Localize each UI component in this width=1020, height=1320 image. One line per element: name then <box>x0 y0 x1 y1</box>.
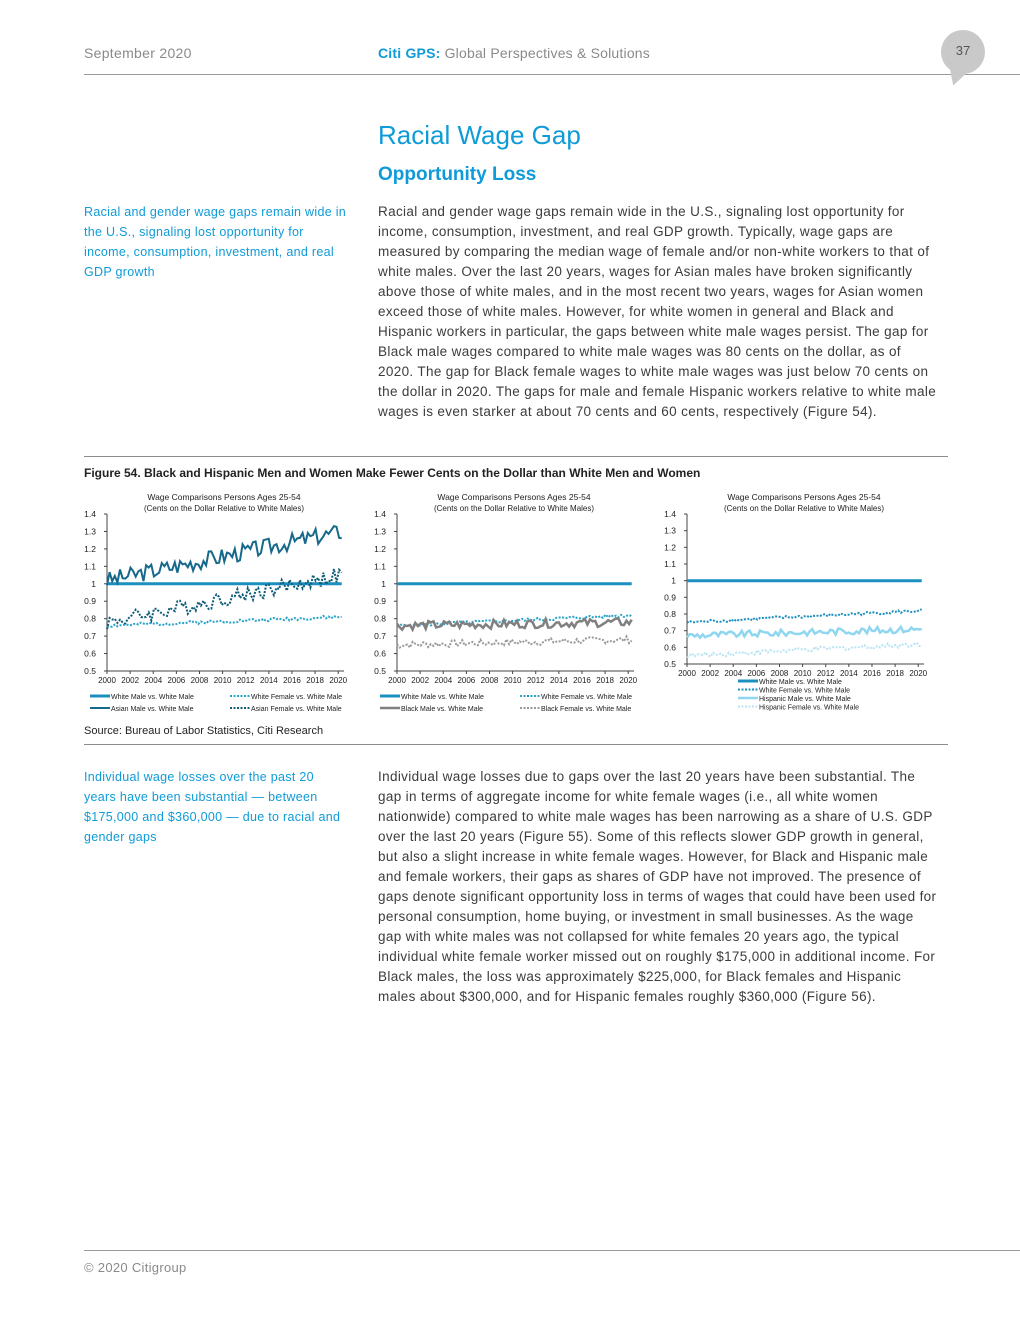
chart-black <box>372 488 657 720</box>
series-line-2 <box>397 618 632 629</box>
y-tick-label: 1.2 <box>84 543 96 554</box>
paragraph-1: Racial and gender wage gaps remain wide in the U.S., signaling lost opportunity for income, consumption, investment, and real GDP growth. Typically, wage gaps are measured by comparing the median wage of female and/or non-white workers to that of white males. Over the last 20 years, wages for Asian males have broken significantly above those of white males, and in the most recent two years, wages for Asian women exceed those of white males. However, for white women in general and Black and Hispanic workers in particular, the gaps between white male wages persist. The gap for Black male wages compared to white male wages was 80 cents on the dollar, as of 2020. The gap for Black female wages to white male wages was just below 70 cents on the dollar in 2020. The gaps for male and female Hispanic workers relative to white male wages is even starker at about 70 cents and 60 cents, respectively (Figure 54). <box>378 204 937 419</box>
series-line-3 <box>687 643 922 658</box>
header-date: September 2020 <box>84 45 192 61</box>
chart-hispanic <box>662 488 947 720</box>
figure-top-rule <box>84 456 948 457</box>
chart-title: Wage Comparisons Persons Ages 25-54 <box>147 492 301 502</box>
y-tick-label: 1.4 <box>84 509 96 519</box>
y-tick-label: 1.2 <box>374 543 386 554</box>
x-tick-label: 2014 <box>839 669 858 678</box>
x-tick-label: 2006 <box>747 669 766 678</box>
x-tick-label: 2002 <box>121 676 140 685</box>
x-tick-label: 2002 <box>701 669 720 678</box>
y-tick-label: 0.6 <box>374 648 386 659</box>
y-tick-label: 0.9 <box>374 596 386 607</box>
chart-subtitle: (Cents on the Dollar Relative to White Males) <box>433 504 595 513</box>
y-tick-label: 0.9 <box>664 592 676 603</box>
series-line-1 <box>687 609 922 622</box>
legend-label: White Male vs. White Male <box>401 694 484 701</box>
x-tick-label: 2000 <box>678 669 696 678</box>
y-tick-label: 0.8 <box>374 613 386 624</box>
x-tick-label: 2006 <box>167 676 186 685</box>
series-line-2 <box>687 627 922 638</box>
x-tick-label: 2000 <box>98 676 116 685</box>
y-tick-label: 0.7 <box>664 625 676 636</box>
y-tick-label: 0.5 <box>374 666 386 676</box>
x-tick-label: 2016 <box>573 676 591 685</box>
legend-label: White Male vs. White Male <box>111 694 194 701</box>
chart-hispanic-svg <box>662 488 947 720</box>
side-note-1: Racial and gender wage gaps remain wide in the U.S., signaling lost opportunity for income, consumption, investment, and real GDP growth <box>84 205 347 279</box>
header-divider <box>84 74 1020 75</box>
x-tick-label: 2020 <box>329 676 348 685</box>
x-tick-label: 2004 <box>434 676 453 685</box>
x-tick-label: 2012 <box>816 669 835 678</box>
y-tick-label: 0.6 <box>84 648 96 659</box>
side-note-2: Individual wage losses over the past 20 years have been substantial — between $175,000 and $360,000 — due to racial and gender gaps <box>84 770 341 844</box>
figure-source: Source: Bureau of Labor Statistics, Citi Research <box>84 725 324 737</box>
chart-subtitle: (Cents on the Dollar Relative to White Males) <box>143 504 305 513</box>
y-tick-label: 0.8 <box>84 613 96 624</box>
y-tick-label: 1.4 <box>374 509 386 519</box>
chart-subtitle: (Cents on the Dollar Relative to White Males) <box>723 504 885 513</box>
y-tick-label: 1.1 <box>664 559 676 569</box>
x-tick-label: 2002 <box>411 676 430 685</box>
header-brand: Citi GPS: <box>378 45 441 61</box>
x-tick-label: 2008 <box>770 669 789 678</box>
y-tick-label: 0.7 <box>84 631 96 642</box>
y-tick-label: 1 <box>91 578 96 589</box>
y-tick-label: 0.7 <box>374 631 386 642</box>
x-tick-label: 2010 <box>503 676 522 685</box>
chart-title: Wage Comparisons Persons Ages 25-54 <box>727 492 881 502</box>
x-tick-label: 2000 <box>388 676 406 685</box>
x-tick-label: 2018 <box>596 676 614 685</box>
section-title: Racial Wage Gap <box>378 120 581 150</box>
legend-label: White Male vs. White Male <box>759 679 842 686</box>
x-tick-label: 2010 <box>213 676 232 685</box>
series-line-3 <box>397 637 632 648</box>
y-tick-label: 1 <box>381 578 386 589</box>
x-tick-label: 2014 <box>259 676 278 685</box>
figure-title: Figure 54. Black and Hispanic Men and Women Make Fewer Cents on the Dollar than White Men and Women <box>84 466 701 480</box>
paragraph-2: Individual wage losses due to gaps over the last 20 years have been substantial. The gap in terms of aggregate income for white female wages (i.e., all white women nationwide) compared to white male wages has been narrowing as a share of U.S. GDP over the last 20 years (Figure 55). Some of this reflects slower GDP growth in general, but also a slight increase in white female wages. However, for Black and Hispanic male and female workers, their gaps as shares of GDP have not improved. The presence of gaps denote significant opportunity loss in terms of wages that could have been used for personal consumption, home buying, or investment in small businesses. As the wage gap with white males was not collapsed for white females 20 years ago, the typical individual white female worker missed out on roughly $175,000 in additional income. For Black males, the loss was approximately $225,000, for Black females and Hispanic males about $300,000, and for Hispanic females roughly $360,000 (Figure 56). <box>378 769 937 1004</box>
x-tick-label: 2006 <box>457 676 476 685</box>
legend-label: Asian Male vs. White Male <box>111 706 194 713</box>
chart-title: Wage Comparisons Persons Ages 25-54 <box>437 492 591 502</box>
chart-asian-svg <box>82 488 367 720</box>
chart-asian <box>82 488 367 720</box>
header-publication <box>378 45 650 61</box>
page-number-badge: 37 <box>941 30 985 74</box>
y-tick-label: 0.8 <box>664 609 676 619</box>
x-tick-label: 2016 <box>863 669 881 678</box>
x-tick-label: 2016 <box>283 676 301 685</box>
series-line-2 <box>107 526 342 585</box>
y-tick-label: 0.9 <box>84 596 96 607</box>
x-tick-label: 2008 <box>190 676 209 685</box>
legend-label: Hispanic Female vs. White Male <box>759 704 859 712</box>
y-tick-label: 1 <box>671 575 676 586</box>
y-tick-label: 0.6 <box>664 642 676 653</box>
x-tick-label: 2004 <box>144 676 163 685</box>
x-tick-label: 2008 <box>480 676 499 685</box>
footer-copyright: © 2020 Citigroup <box>84 1260 187 1275</box>
legend-label: Black Female vs. White Male <box>541 706 632 713</box>
x-tick-label: 2012 <box>236 676 255 685</box>
x-tick-label: 2018 <box>886 669 904 678</box>
section-subtitle: Opportunity Loss <box>378 164 537 185</box>
x-tick-label: 2004 <box>724 669 743 678</box>
x-tick-label: 2010 <box>793 669 812 678</box>
y-tick-label: 1.4 <box>664 509 676 519</box>
footer-divider <box>84 1250 1020 1251</box>
x-tick-label: 2014 <box>549 676 568 685</box>
y-tick-label: 1.3 <box>664 525 676 536</box>
y-tick-label: 0.5 <box>664 659 676 669</box>
figure-bottom-rule <box>84 744 948 745</box>
y-tick-label: 1.1 <box>84 561 96 572</box>
header-publication-name: Global Perspectives & Solutions <box>444 45 650 61</box>
legend-label: White Female vs. White Male <box>251 694 343 701</box>
y-tick-label: 0.5 <box>84 666 96 676</box>
legend-label: Asian Female vs. White Male <box>251 706 342 713</box>
legend-label: Black Male vs. White Male <box>401 706 484 713</box>
y-tick-label: 1.1 <box>374 561 386 572</box>
legend-label: Hispanic Male vs. White Male <box>759 696 851 703</box>
legend-label: White Female vs. White Male <box>759 687 851 695</box>
x-tick-label: 2020 <box>909 669 928 678</box>
y-tick-label: 1.3 <box>84 526 96 537</box>
x-tick-label: 2020 <box>619 676 638 685</box>
legend-label: White Female vs. White Male <box>541 694 633 701</box>
x-tick-label: 2012 <box>526 676 545 685</box>
y-tick-label: 1.3 <box>374 526 386 537</box>
chart-black-svg <box>372 488 657 720</box>
x-tick-label: 2018 <box>306 676 324 685</box>
y-tick-label: 1.2 <box>664 542 676 553</box>
